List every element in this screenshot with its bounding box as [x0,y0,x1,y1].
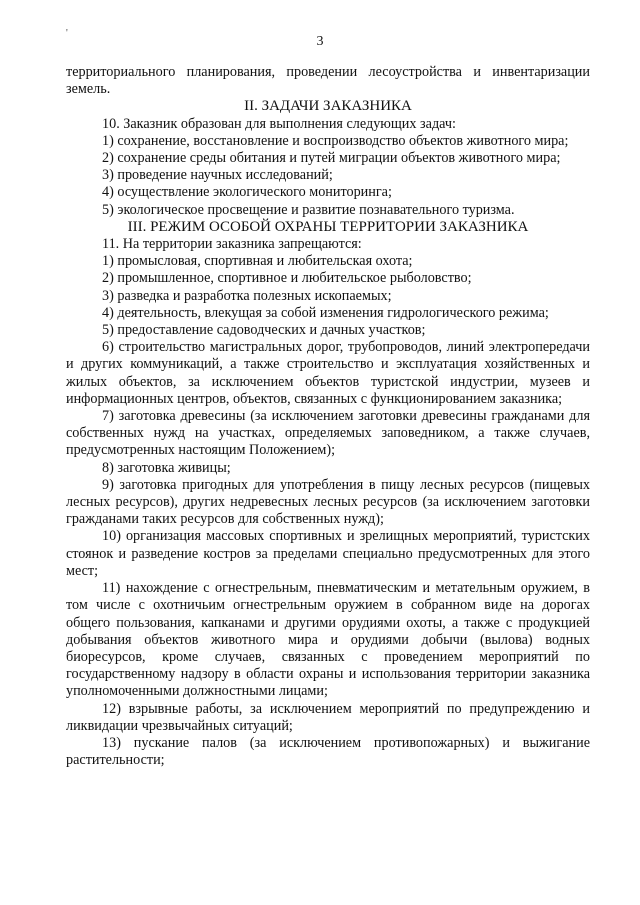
list-item: 3) проведение научных исследований; [102,167,333,184]
intro-line-1: территориального планирования, проведении лесоустройства и инвентаризации [66,64,590,80]
list-item-7: 7) заготовка древесины (за исключением заготовки древесины гражданами для собственных нужд на участках, определяемых заповедником, а также случаев, предусмотренных настоящим Положением); [66,408,590,459]
page-number: 3 [316,34,324,49]
section-2-heading: II. ЗАДАЧИ ЗАКАЗНИКА [244,98,412,115]
list-item: 2) промышленное, спортивное и любительское рыболовство; [102,270,472,287]
list-item: 2) сохранение среды обитания и путей миграции объектов животного мира; [102,150,561,167]
list-item: 1) сохранение, восстановление и воспроизводство объектов животного мира; [102,132,569,149]
section-2-lead: 10. Заказник образован для выполнения следующих задач: [102,115,456,132]
list-item-9: 9) заготовка пригодных для употребления в пищу лесных ресурсов (пищевых лесных ресурсов), других недревесных лесных ресурсов (за исключением заготовки гражданами таких ресурсов для собственных нужд); [66,476,590,528]
list-item-10: 10) организация массовых спортивных и зрелищных мероприятий, туристских стоянок и разведение костров за пределами специально предусмотренных для этого мест; [66,528,590,579]
list-item-13: 13) пускание палов (за исключением противопожарных) и выжигание растительности; [66,734,590,769]
list-item-6: 6) строительство магистральных дорог, трубопроводов, линий электропередачи и других коммуникаций, а также строительство и эксплуатация хозяйственных и жилых объектов, за исключением объектов туристской индустрии, музеев и информационных центров, объектов, связанных с функционированием заказника; [66,339,590,407]
section-3-lead: 11. На территории заказника запрещаются: [102,236,362,253]
corner-mark: ' [66,28,68,39]
list-item: 3) разведка и разработка полезных ископаемых; [102,287,392,304]
list-item-11: 11) нахождение с огнестрельным, пневматическим и метательным оружием, в том числе с охотничьим огнестрельным оружием в собранном виде на дорогах общего пользования, капканами и другими орудиями охоты, а также с продукцией добывания объектов животного мира и орудиями добычи (вылова) водных биоресурсов, кроме случаев, связанных с проведением мероприятий по государственному надзору в области охраны и использования территории заказника уполномоченными должностными лицами; [66,580,590,700]
list-item-8: 8) заготовка живицы; [102,459,231,476]
list-item: 5) экологическое просвещение и развитие познавательного туризма. [102,201,515,218]
list-item-12: 12) взрывные работы, за исключением мероприятий по предупреждению и ликвидации чрезвычайных ситуаций; [66,700,590,734]
list-item: 1) промысловая, спортивная и любительская охота; [102,253,413,270]
document-body [66,64,590,769]
list-item: 5) предоставление садоводческих и дачных участков; [102,322,426,339]
section-3-heading: III. РЕЖИМ ОСОБОЙ ОХРАНЫ ТЕРРИТОРИИ ЗАКАЗНИКА [127,218,529,235]
list-item: 4) осуществление экологического мониторинга; [102,184,392,201]
intro-line-2: земель. [66,81,111,98]
list-item: 4) деятельность, влекущая за собой изменения гидрологического режима; [102,304,549,321]
